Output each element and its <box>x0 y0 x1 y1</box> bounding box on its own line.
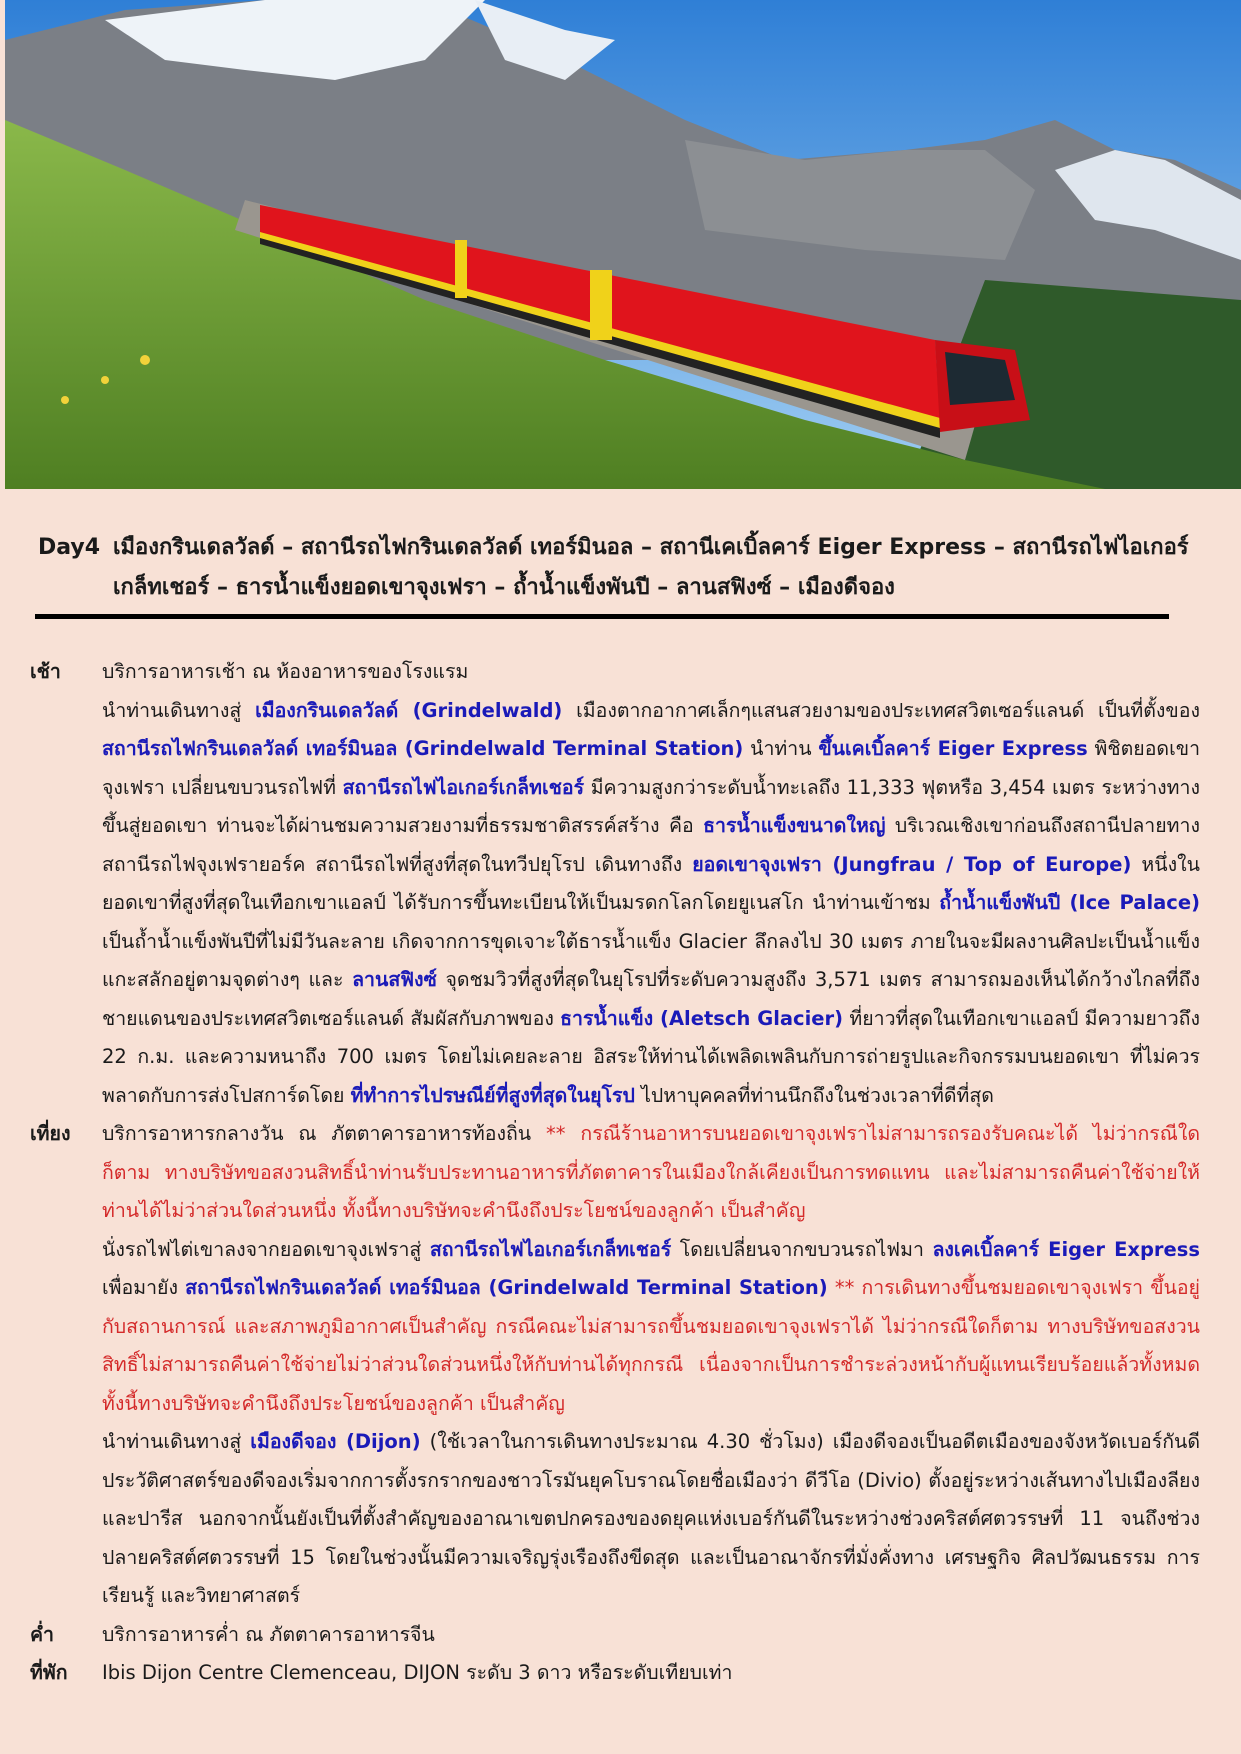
meal-tag-noon: เที่ยง <box>30 1122 71 1145</box>
descent-paragraph: นั่งรถไฟไต่เขาลงจากยอดเขาจุงเฟราสู่ สถานีรถไฟไอเกอร์เกล็ทเชอร์ โดยเปลี่ยนจากขบวนรถไฟมา ลงเคเบิ้ลคาร์ Eiger Express เพื่อมายัง สถานีรถไฟกรินเดลวัลด์ เทอร์มินอล (Grindelwald Terminal Station) ** การเดินทางขึ้นชมยอดเขาจุงเฟรา ขึ้นอยู่กับสถานการณ์ และสภาพภูมิอากาศเป็นสำคัญ กรณีคณะไม่สามารถขึ้นชมยอดเขาจุงเฟราได้ ไม่ว่ากรณีใดก็ตาม ทางบริษัทขอสงวนสิทธิ์ไม่สามารถคืนค่าใช้จ่ายไม่ว่าส่วนใดส่วนหนึ่งให้กับท่านได้ทุกกรณี เนื่องจากเป็นการชำระล่วงหน้ากับผู้แทนเรียบร้อยแล้วทั้งหมด ทั้งนี้ทางบริษัทจะคำนึงถึงประโยชน์ของลูกค้า เป็นสำคัญ <box>102 1237 1200 1415</box>
morning-paragraph: นำท่านเดินทางสู่ เมืองกรินเดลวัลด์ (Grindelwald) เมืองตากอากาศเล็กๆแสนสวยงามของประเทศสวิตเซอร์แลนด์ เป็นที่ตั้งของ สถานีรถไฟกรินเดลวัลด์ เทอร์มินอล (Grindelwald Terminal Station) นำท่าน ขึ้นเคเบิ้ลคาร์ Eiger Express พิชิตยอดเขาจุงเฟรา เปลี่ยนขบวนรถไฟที่ สถานีรถไฟไอเกอร์เกล็ทเชอร์ มีความสูงกว่าระดับน้ำทะเลถึง 11,333 ฟุตหรือ 3,454 เมตร ระหว่างทางขึ้นสู่ยอดเขา ท่านจะได้ผ่านชมความสวยงามที่ธรรมชาติสรรค์สร้าง คือ ธารน้ำแข็งขนาดใหญ่ บริเวณเชิงเขาก่อนถึงสถานีปลายทางสถานีรถไฟจุงเฟรายอร์ค สถานีรถไฟที่สูงที่สุดในทวีปยุโรป เดินทางถึง ยอดเขาจุงเฟรา (Jungfrau / Top of Europe) หนึ่งในยอดเขาที่สูงที่สุดในเทือกเขาแอลป์ ได้รับการขึ้นทะเบียนให้เป็นมรดกโลกโดยยูเนสโก นำท่านเข้าชม ถ้ำน้ำแข็งพันปี (Ice Palace) เป็นถ้ำน้ำแข็งพันปีที่ไม่มีวันละลาย เกิดจากการขุดเจาะใต้ธารน้ำแข็ง Glacier ลึกลงไป 30 เมตร ภายในจะมีผลงานศิลปะเป็นน้ำแข็งแกะสลักอยู่ตามจุดต่างๆ และ ลานสฟิงซ์ จุดชมวิวที่สูงที่สุดในยุโรปที่ระดับความสูงถึง 3,571 เมตร สามารถมองเห็นได้กว้างไกลที่ถึงชายแดนของประเทศสวิตเซอร์แลนด์ สัมผัสกับภาพของ ธารน้ำแข็ง (Aletsch Glacier) ที่ยาวที่สุดในเทือกเขาแอลป์ มีความยาวถึง 22 ก.ม. และความหนาถึง 700 เมตร โดยไม่เคยละลาย อิสระให้ท่านได้เพลิดเพลินกับการถ่ายรูปและกิจกรรมบนยอดเขา ที่ไม่ควรพลาดกับการส่งโปสการ์ดโดย ที่ทำการไปรษณีย์ที่สูงที่สุดในยุโรป ไปหาบุคคลที่ท่านนึกถึงในช่วงเวลาที่ดีที่สุด <box>102 698 1201 1107</box>
dinner-text: บริการอาหารค่ำ ณ ภัตตาคารอาหารจีน <box>102 1622 435 1646</box>
hero-photo <box>5 0 1241 489</box>
meal-tag-morning: เช้า <box>30 660 61 683</box>
meal-tag-evening: ค่ำ <box>30 1622 54 1646</box>
noon-section <box>30 1115 1215 1616</box>
dijon-paragraph: นำท่านเดินทางสู่ เมืองดีจอง (Dijon) (ใช้เวลาในการเดินทางประมาณ 4.30 ชั่วโมง) เมืองดีจองเป็นอดีตเมืองของจังหวัดเบอร์กันดี ประวัติศาสตร์ของดีจองเริ่มจากการตั้งรกรากของชาวโรมันยุคโบราณโดยชื่อเมืองว่า ดีวีโอ (Divio) ตั้งอยู่ระหว่างเส้นทางไปเมืองลียง และปารีส นอกจากนั้นยังเป็นที่ตั้งสำคัญของอาณาเขตปกครองของดยุคแห่งเบอร์กันดีในระหว่างช่วงคริสต์ศตวรรษที่ 11 จนถึงช่วงปลายคริสต์ศตวรรษที่ 15 โดยในช่วงนั้นมีความเจริญรุ่งเรืองถึงขีดสุด และเป็นอาณาจักรที่มั่งคั่งทาง เศรษฐกิจ ศิลปวัฒนธรรม การเรียนรู้ และวิทยาศาสตร์ <box>102 1430 1201 1607</box>
hotel-name: Ibis Dijon Centre Clemenceau, DIJON ระดับ 3 ดาว หรือระดับเทียบเท่า <box>102 1661 733 1684</box>
breakfast-text: บริการอาหารเช้า ณ ห้องอาหารของโรงแรม <box>102 660 469 683</box>
day-label: Day4 <box>38 535 101 560</box>
header-divider <box>35 614 1169 619</box>
hotel-section <box>30 1654 1215 1693</box>
evening-section <box>30 1616 1215 1655</box>
lunch-text: บริการอาหารกลางวัน ณ ภัตตาคารอาหารท้องถิ่น ** กรณีร้านอาหารบนยอดเขาจุงเฟราไม่สามารถรองรับคณะได้ ไม่ว่ากรณีใดก็ตาม ทางบริษัทขอสงวนสิทธิ์นำท่านรับประทานอาหารที่ภัตตาคารในเมืองใกล้เคียงเป็นการทดแทน และไม่สามารถคืนค่าใช้จ่ายให้ท่านได้ไม่ว่าส่วนใดส่วนหนึ่ง ทั้งนี้ทางบริษัทจะคำนึงถึงประโยชน์ของลูกค้า เป็นสำคัญ <box>102 1122 1201 1222</box>
hotel-tag: ที่พัก <box>30 1661 68 1684</box>
morning-section <box>30 653 1215 1115</box>
day-title: เมืองกรินเดลวัลด์ – สถานีรถไฟกรินเดลวัลด์ เทอร์มินอล – สถานีเคเบิ้ลคาร์ Eiger Express – สถานีรถไฟไอเกอร์เกล็ทเชอร์ – ธารน้ำแข็งยอดเขาจุงเฟรา – ถ้ำน้ำแข็งพันปี – ลานสฟิงซ์ – เมืองดีจอง <box>113 535 1189 600</box>
itinerary <box>30 653 1215 1693</box>
